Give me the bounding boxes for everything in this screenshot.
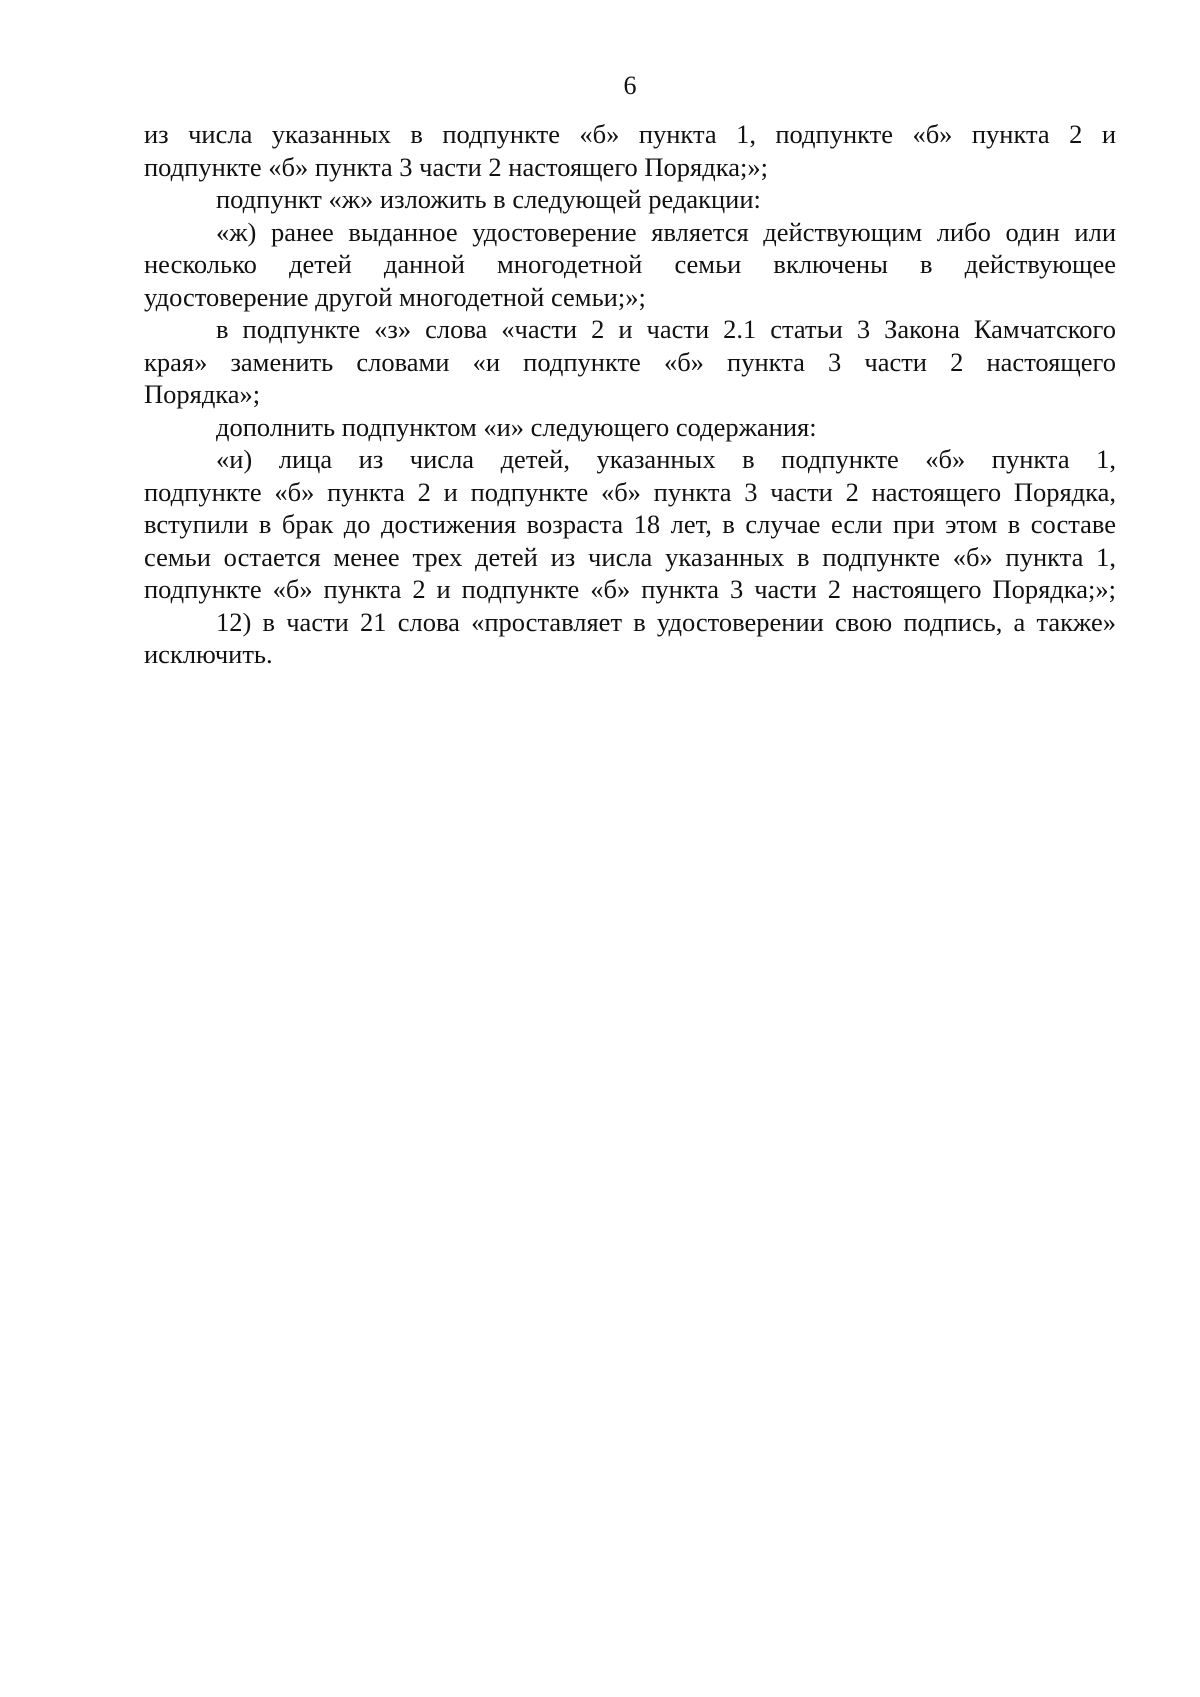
text-line: подпункт «ж» изложить в следующей редакции: bbox=[216, 184, 761, 214]
text-line: из числа указанных в подпункте «б» пункта 1, подпункте «б» пункта 2 и bbox=[144, 119, 1116, 149]
text-line: несколько детей данной многодетной семьи включены в действующее bbox=[144, 249, 1116, 279]
text-line: вступили в брак до достижения возраста 18 лет, в случае если при этом в составе bbox=[144, 509, 1116, 539]
page-number: 6 bbox=[623, 71, 637, 100]
text-line: в подпункте «з» слова «части 2 и части 2.1 статьи 3 Закона Камчатского bbox=[216, 314, 1116, 344]
text-line: дополнить подпунктом «и» следующего содержания: bbox=[216, 411, 817, 442]
text-line: подпункте «б» пункта 2 и подпункте «б» пункта 3 части 2 настоящего Порядка;»; bbox=[144, 574, 1116, 604]
text-line: семьи остается менее трех детей из числа указанных в подпункте «б» пункта 1, bbox=[144, 541, 1116, 572]
text-line: подпункте «б» пункта 2 и подпункте «б» пункта 3 части 2 настоящего Порядка, bbox=[144, 476, 1116, 507]
text-line: 12) в части 21 слова «проставляет в удостоверении свою подпись, а также» bbox=[216, 606, 1116, 637]
text-line: исключить. bbox=[144, 639, 273, 669]
text-line: подпункте «б» пункта 3 части 2 настоящего Порядка;»; bbox=[144, 151, 768, 182]
text-line: края» заменить словами «и подпункте «б» пункта 3 части 2 настоящего bbox=[144, 346, 1116, 377]
text-line: «ж) ранее выданное удостоверение является действующим либо один или bbox=[216, 216, 1116, 247]
text-line: «и) лица из числа детей, указанных в подпункте «б» пункта 1, bbox=[216, 444, 1116, 474]
document-body bbox=[144, 118, 1116, 671]
text-line: удостоверение другой многодетной семьи;»; bbox=[144, 281, 646, 312]
text-line: Порядка»; bbox=[144, 379, 261, 409]
